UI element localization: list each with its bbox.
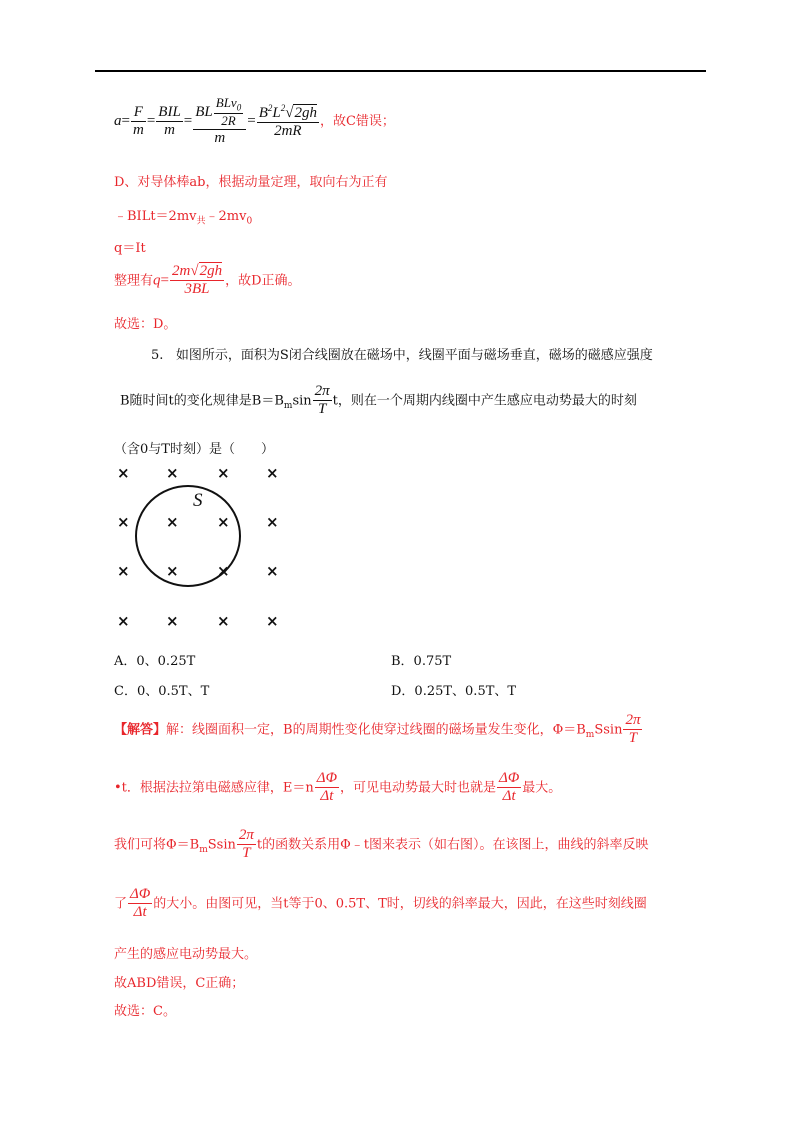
field-cross: ×	[117, 464, 130, 482]
field-cross: ×	[266, 612, 279, 630]
field-cross: ×	[217, 562, 230, 580]
answer-line-1: 【解答】解：线圈面积一定，B的周期性变化使穿过线圈的磁场量发生变化，$\Phi=B_mSsin$ $\frac{2\pi}{T}$	[114, 712, 641, 747]
question-line-3: （含0与T时刻）是（ ）	[114, 442, 274, 457]
answer-line-6: 故ABD错误，C正确；	[114, 976, 245, 991]
field-cross: ×	[166, 562, 179, 580]
formula-a: a= $\frac{F}{m}$ = $\frac{\text{BIL}}{m}$ = BL $\frac{BLv_0}{2R}$ m = $\frac{B^2L^2√2gh}{2mR}$ ，故C错误；	[114, 95, 395, 146]
answer-line-5: 产生的感应电动势最大。	[114, 947, 258, 962]
q-eq-line: q＝It	[114, 241, 146, 256]
field-cross: ×	[217, 612, 230, 630]
option-c[interactable]: C．0、0.5T、T	[114, 684, 210, 699]
answer-line-2: •t．根据法拉第电磁感应律，E＝n $\frac{\Delta\Phi}{\Delta t}$ ，可见电动势最大时也就是 $\frac{\Delta\Phi}{\Delta t}$ 最大。	[114, 770, 562, 805]
tidy-line: 整理有q= $\frac{2m√2gh}{3BL}$ ，故D正确。	[114, 263, 301, 298]
field-cross: ×	[217, 513, 230, 531]
field-cross: ×	[266, 562, 279, 580]
area-label: S	[193, 490, 203, 511]
d-option-line: D、对导体棒ab，根据动量定理，取向右为正有	[114, 175, 388, 190]
option-b[interactable]: B．0.75T	[391, 654, 452, 669]
momentum-line: $﹣BILt=2mv_共﹣2mv_0$	[114, 209, 253, 227]
option-d[interactable]: D．0.25T、0.5T、T	[391, 684, 517, 699]
coil-circle	[130, 482, 246, 590]
field-cross: ×	[166, 513, 179, 531]
field-cross: ×	[166, 612, 179, 630]
field-cross: ×	[266, 513, 279, 531]
question-line-1: 5. 如图所示，面积为S闭合线圈放在磁场中，线圈平面与磁场垂直，磁场的磁感应强度	[151, 348, 653, 363]
answer-line-7: 故选：C。	[114, 1004, 176, 1019]
field-cross: ×	[117, 612, 130, 630]
answer-line-4: 了 $\frac{\Delta\Phi}{\Delta t}$ 的大小。由图可见，当t等于0、0.5T、T时，切线的斜率最大，因此，在这些时刻线圈	[114, 886, 647, 921]
field-cross: ×	[117, 562, 130, 580]
field-cross: ×	[117, 513, 130, 531]
field-cross: ×	[217, 464, 230, 482]
option-a[interactable]: A．0、0.25T	[114, 654, 196, 669]
answer-bracket: 【解答】	[114, 722, 167, 738]
question-line-2: B随时间t的变化规律是$B=B_m\sin$ $\frac{2\pi}{T}$ t，则在一个周期内线圈中产生感应电动势最大的时刻	[120, 383, 637, 418]
header-rule	[95, 70, 706, 72]
answer-line-3: 我们可将$\Phi=B_mSsin$ $\frac{2\pi}{T}$ t的函数关系用Φ﹣t图来表示（如右图）。在该图上，曲线的斜率反映	[114, 827, 649, 862]
field-cross: ×	[266, 464, 279, 482]
field-cross: ×	[166, 464, 179, 482]
choose-d-line: 故选：D。	[114, 317, 177, 332]
